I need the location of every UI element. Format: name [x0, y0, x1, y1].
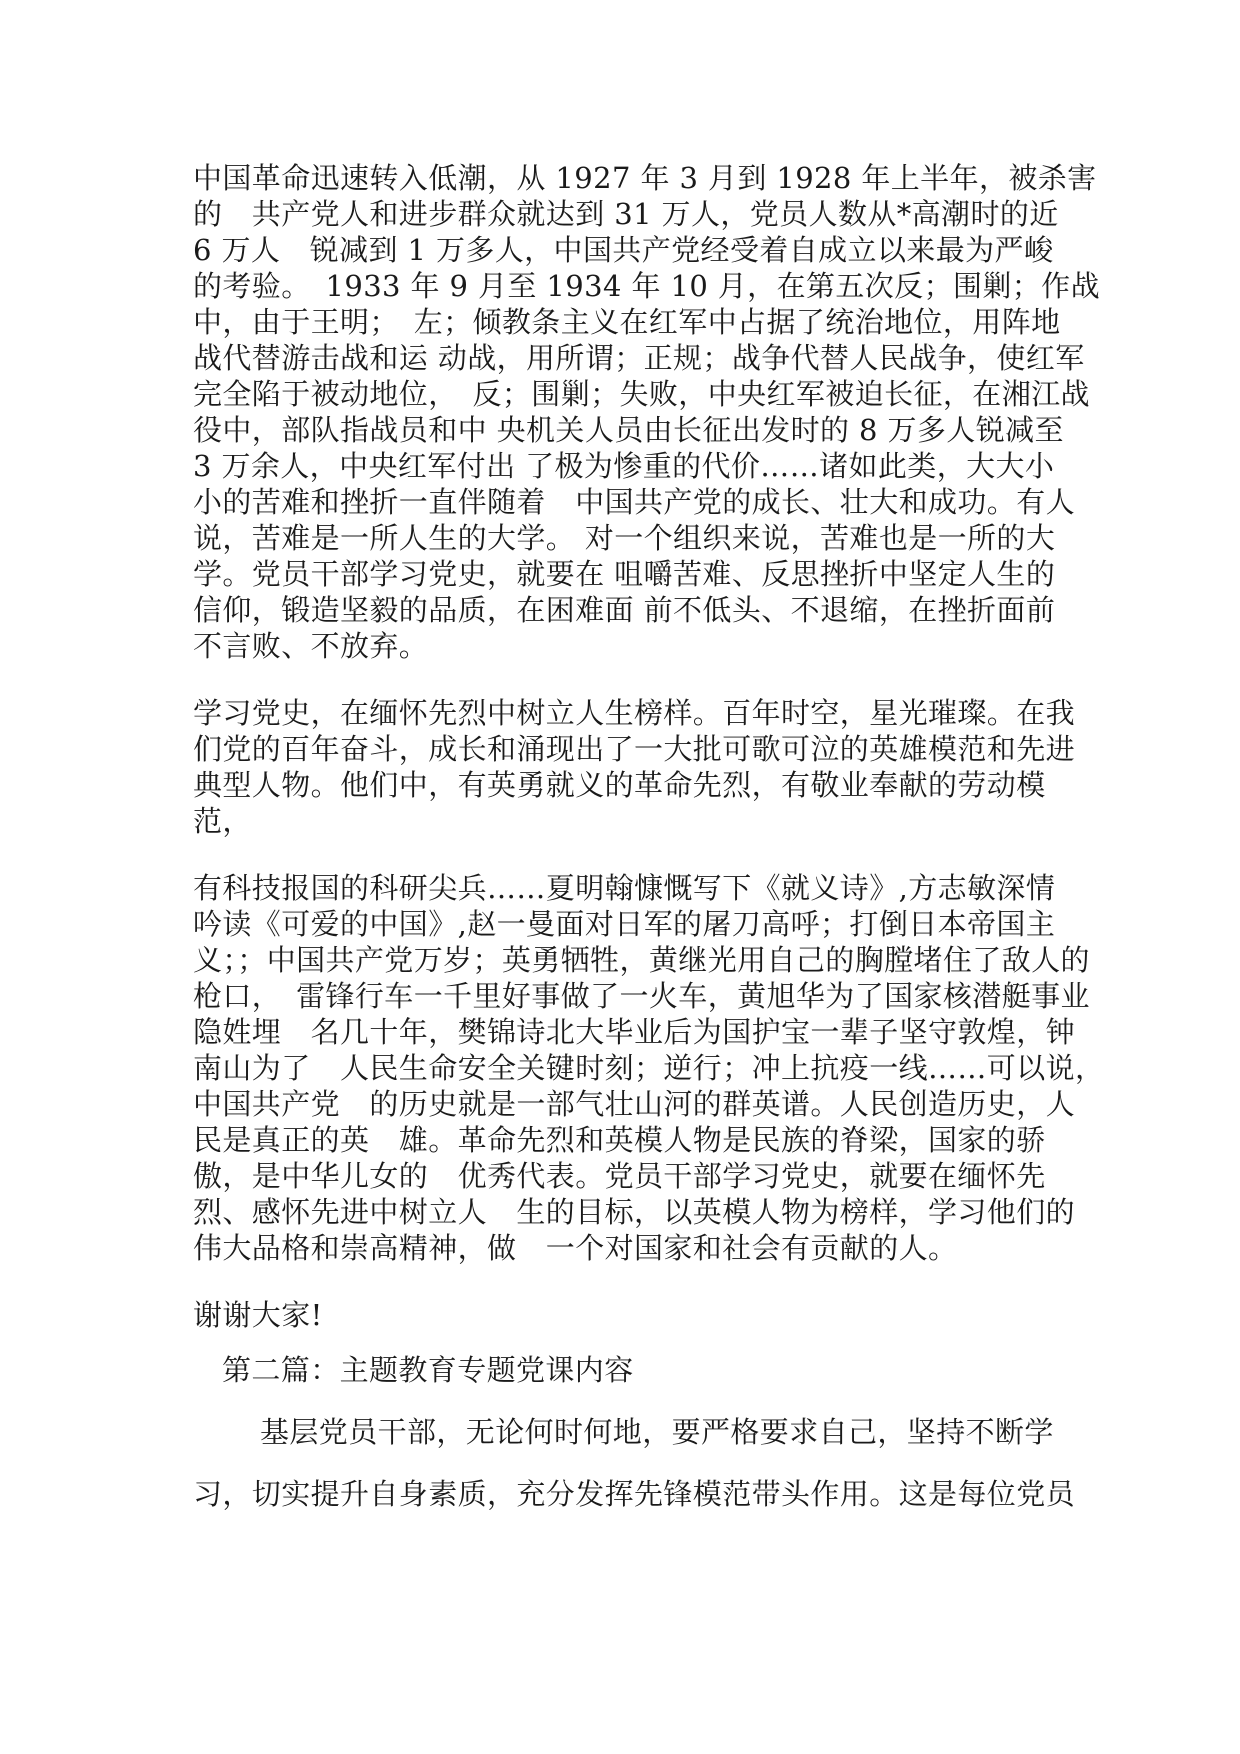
paragraph-2-line: 典型人物。他们中，有英勇就义的革命先烈，有敬业奉献的劳动模 [193, 768, 1046, 802]
paragraph-3-line: 有科技报国的科研尖兵……夏明翰慷慨写下《就义诗》,方志敏深情 [193, 871, 1056, 905]
paragraph-1-line: 3 万余人，中央红军付出 了极为惨重的代价……诸如此类，大大小 [193, 449, 1055, 483]
paragraph-1-line: 的考验。 1933 年 9 月至 1934 年 10 月，在第五次反；围剿；作战 [193, 269, 1100, 303]
paragraph-3-line: 南山为了 人民生命安全关键时刻；逆行；冲上抗疫一线……可以说， [193, 1051, 1105, 1085]
paragraph-1-line: 说，苦难是一所人生的大学。 对一个组织来说，苦难也是一所的大 [193, 521, 1056, 555]
paragraph-3-line: 中国共产党 的历史就是一部气壮山河的群英谱。人民创造历史，人 [193, 1087, 1076, 1121]
paragraph-3-line: 傲，是中华儿女的 优秀代表。党员干部学习党史，就要在缅怀先 [193, 1159, 1046, 1193]
paragraph-3-line: 民是真正的英 雄。革命先烈和英模人物是民族的脊梁，国家的骄 [193, 1123, 1046, 1157]
paragraph-1-line: 中，由于王明； 左；倾教条主义在红军中占据了统治地位，用阵地 [193, 305, 1061, 339]
paragraph-2-line: 学习党史，在缅怀先烈中树立人生榜样。百年时空，星光璀璨。在我 [193, 696, 1076, 730]
section-heading: 第二篇：主题教育专题党课内容 [222, 1353, 634, 1387]
paragraph-1-line: 战代替游击战和运 动战，用所谓；正规；战争代替人民战争，使红军 [193, 341, 1085, 375]
paragraph-1-line: 不言败、不放弃。 [193, 629, 429, 663]
paragraph-2-line: 范， [193, 804, 252, 838]
paragraph-1-line: 学。党员干部学习党史，就要在 咀嚼苦难、反思挫折中坚定人生的 [193, 557, 1056, 591]
paragraph-1-line: 6 万人 锐减到 1 万多人，中国共产党经受着自成立以来最为严峻 [193, 233, 1054, 267]
paragraph-3-line: 枪口， 雷锋行车一千里好事做了一火车，黄旭华为了国家核潜艇事业 [193, 979, 1090, 1013]
paragraph-1-line: 完全陷于被动地位， 反；围剿；失败，中央红军被迫长征，在湘江战 [193, 377, 1090, 411]
paragraph-3-line: 烈、感怀先进中树立人 生的目标，以英模人物为榜样，学习他们的 [193, 1195, 1076, 1229]
paragraph-3-line: 吟读《可爱的中国》,赵一曼面对日军的屠刀高呼；打倒日本帝国主 [193, 907, 1056, 941]
paragraph-1-line: 的 共产党人和进步群众就达到 31 万人，党员人数从*高潮时的近 [193, 197, 1059, 231]
paragraph-1-line: 役中，部队指战员和中 央机关人员由长征出发时的 8 万多人锐减至 [193, 413, 1064, 447]
paragraph-3-line: 伟大品格和崇高精神，做 一个对国家和社会有贡献的人。 [193, 1231, 958, 1265]
paragraph-2-line: 们党的百年奋斗，成长和涌现出了一大批可歌可泣的英雄模范和先进 [193, 732, 1076, 766]
closing-text: 谢谢大家! [193, 1298, 323, 1332]
paragraph-3-line: 义；；中国共产党万岁；英勇牺牲，黄继光用自己的胸膛堵住了敌人的 [193, 943, 1090, 977]
paragraph-3-line: 隐姓埋 名几十年，樊锦诗北大毕业后为国护宝一辈子坚守敦煌，钟 [193, 1015, 1076, 1049]
paragraph-4-line: 习，切实提升自身素质，充分发挥先锋模范带头作用。这是每位党员 [193, 1477, 1076, 1511]
paragraph-4-line: 基层党员干部，无论何时何地，要严格要求自己，坚持不断学 [260, 1415, 1054, 1449]
paragraph-1-line: 中国革命迅速转入低潮，从 1927 年 3 月到 1928 年上半年，被杀害 [193, 161, 1097, 195]
paragraph-1-line: 小的苦难和挫折一直伴随着 中国共产党的成长、壮大和成功。有人 [193, 485, 1076, 519]
paragraph-1-line: 信仰，锻造坚毅的品质，在困难面 前不低头、不退缩，在挫折面前 [193, 593, 1056, 627]
